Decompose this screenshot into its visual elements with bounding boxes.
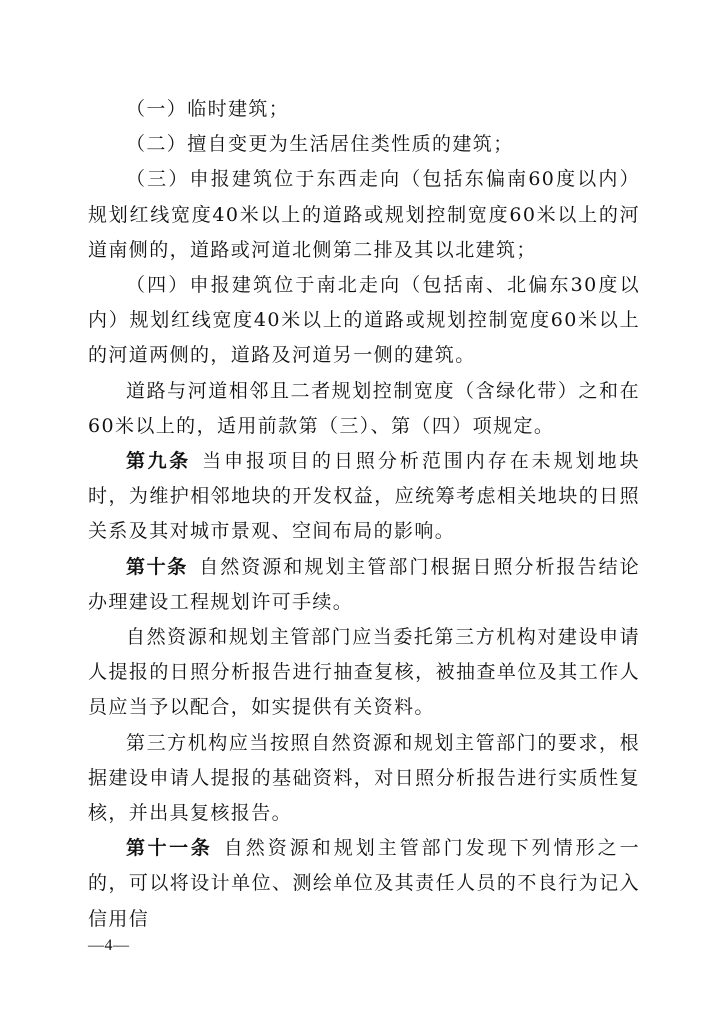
page-number: —4— xyxy=(88,937,130,954)
paragraph-text: 第三方机构应当按照自然资源和规划主管部门的要求，根据建设申请人提报的基础资料，对日照分析报告进行实质性复核，并出具复核报告。 xyxy=(88,731,640,825)
article-heading: 第十一条 xyxy=(126,837,213,860)
paragraph-text: （二）擅自变更为生活居住类性质的建筑； xyxy=(126,133,514,156)
paragraph-text: （一）临时建筑； xyxy=(126,98,290,120)
paragraph-4 xyxy=(88,268,640,374)
article-10 xyxy=(88,550,640,620)
paragraph-1 xyxy=(88,92,640,127)
paragraph-text: 当申报项目的日照分析范围内存在未规划地块时，为维护相邻地块的开发权益，应统筹考虑相关地块的日照关系及其对城市景观、空间布局的影响。 xyxy=(88,450,640,543)
article-9 xyxy=(88,444,640,550)
article-11 xyxy=(88,831,640,937)
paragraph-9 xyxy=(88,726,640,832)
paragraph-text: （四）申报建筑位于南北走向（包括南、北偏东30度以内）规划红线宽度40米以上的道路或规划控制宽度60米以上的河道两侧的，道路及河道另一侧的建筑。 xyxy=(88,274,640,367)
article-heading: 第九条 xyxy=(126,450,191,473)
paragraph-text: （三）申报建筑位于东西走向（包括东偏南60度以内）规划红线宽度40米以上的道路或规划控制宽度60米以上的河道南侧的，道路或河道北侧第二排及其以北建筑； xyxy=(88,168,640,261)
paragraph-2 xyxy=(88,127,640,162)
paragraph-8 xyxy=(88,620,640,726)
article-heading: 第十条 xyxy=(126,555,188,578)
paragraph-5 xyxy=(88,374,640,444)
paragraph-3 xyxy=(88,162,640,268)
paragraph-text: 自然资源和规划主管部门根据日照分析报告结论办理建设工程规划许可手续。 xyxy=(88,555,640,613)
paragraph-text: 自然资源和规划主管部门应当委托第三方机构对建设申请人提报的日照分析报告进行抽查复核，被抽查单位及其工作人员应当予以配合，如实提供有关资料。 xyxy=(88,626,640,719)
paragraph-text: 自然资源和规划主管部门发现下列情形之一的，可以将设计单位、测绘单位及其责任人员的不良行为记入信用信 xyxy=(88,837,640,930)
document-body xyxy=(88,92,640,937)
paragraph-text: 道路与河道相邻且二者规划控制宽度（含绿化带）之和在60米以上的，适用前款第（三）、第（四）项规定。 xyxy=(88,379,640,437)
